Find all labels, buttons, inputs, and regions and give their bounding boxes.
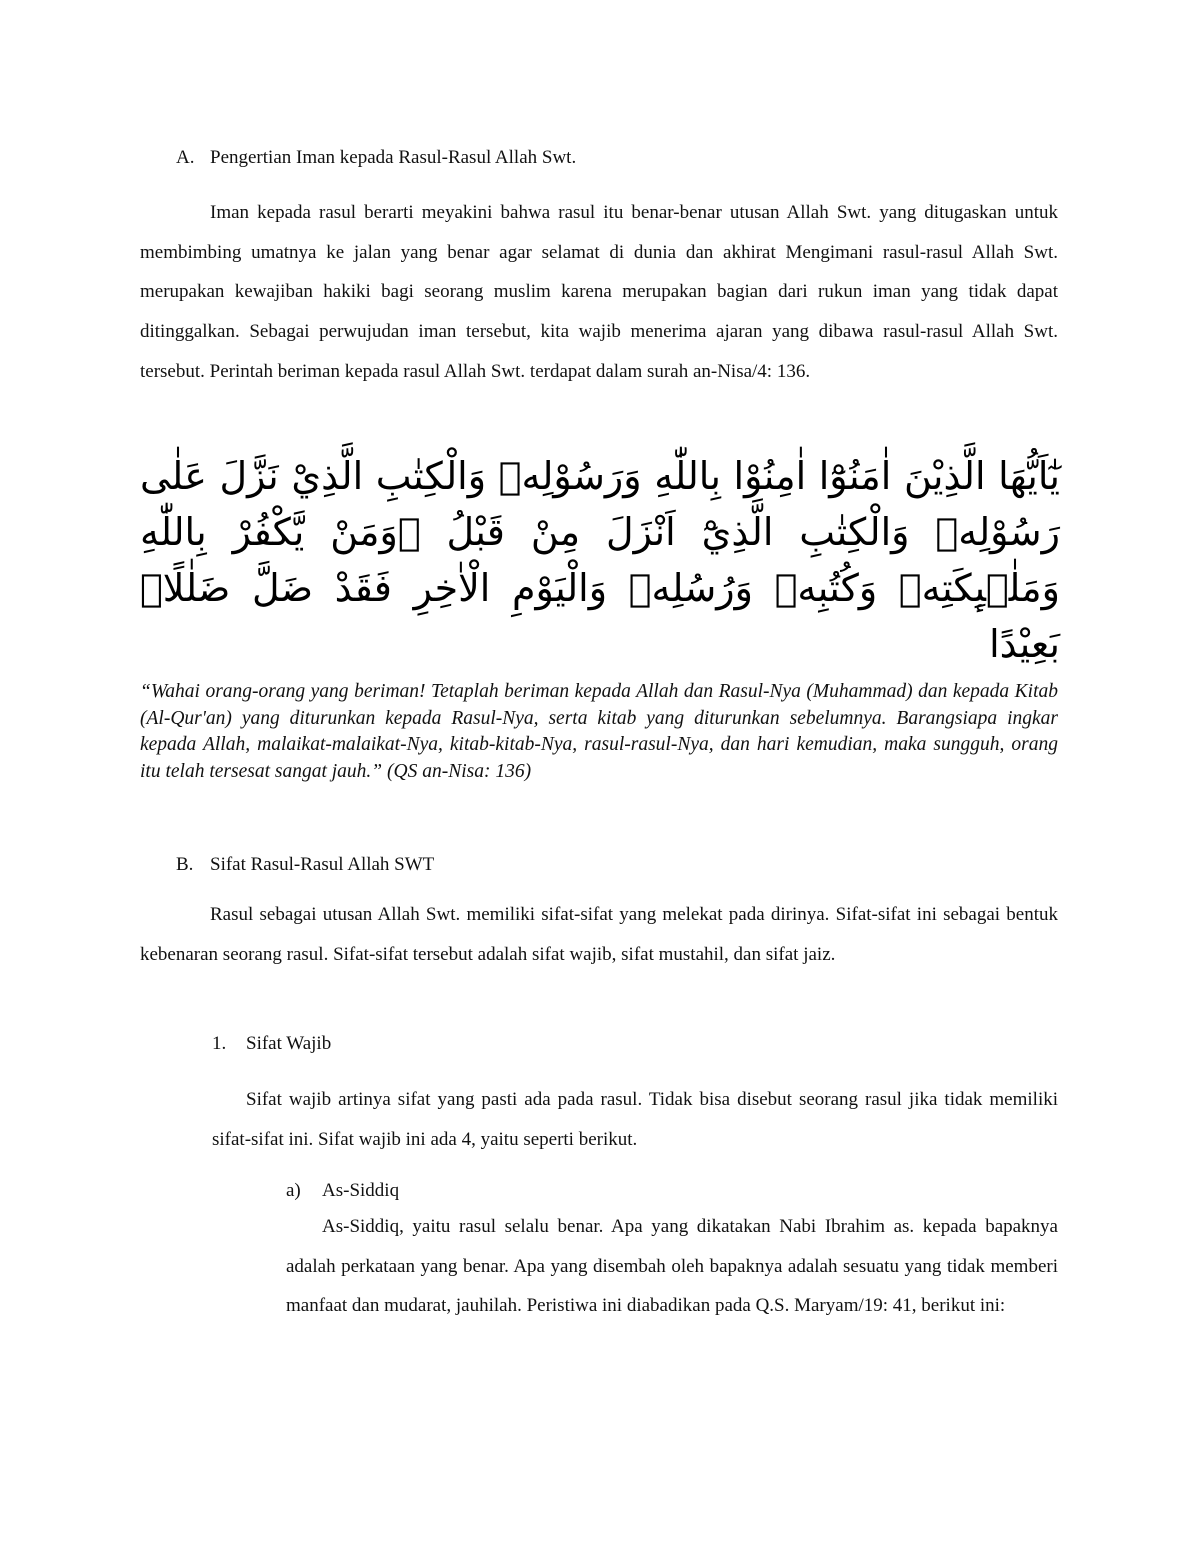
arabic-verse: يٰٓاَيُّهَا الَّذِيْنَ اٰمَنُوْٓا اٰمِنُوْا بِاللّٰهِ وَرَسُوْلِهٖ وَالْكِتٰبِ الَّذِيْ نَزَّلَ عَلٰى رَسُوْلِهٖ وَالْكِتٰبِ الَّذِيْٓ اَنْزَلَ مِنْ قَبْلُ ۗوَمَنْ يَّكْفُرْ بِاللّٰهِ وَمَلٰۤىِٕكَتِهٖ وَكُتُبِهٖ وَرُسُلِهٖ وَالْيَوْمِ الْاٰخِرِ فَقَدْ ضَلَّ ضَلٰلًاۢ بَعِيْدًا xyxy=(140,454,1060,666)
sifat-wajib-heading xyxy=(212,1033,331,1055)
section-a-title: Pengertian Iman kepada Rasul-Rasul Allah Swt. xyxy=(210,147,577,168)
sifat-wajib-title: Sifat Wajib xyxy=(246,1033,332,1054)
section-b-paragraph-text: Rasul sebagai utusan Allah Swt. memiliki sifat-sifat yang melekat pada dirinya. Sifat-sifat ini sebagai bentuk kebenaran seorang rasul. Sifat-sifat tersebut adalah sifat wajib, sifat mustahil, dan sifat jaiz. xyxy=(140,904,1058,965)
section-b-heading xyxy=(176,854,434,876)
section-a-paragraph-text: Iman kepada rasul berarti meyakini bahwa rasul itu benar-benar utusan Allah Swt. yang ditugaskan untuk membimbing umatnya ke jalan yang benar agar selamat di dunia dan akhirat Mengimani rasul-rasul Allah Swt. merupakan kewajiban hakiki bagi seorang muslim karena merupakan bagian dari rukun iman yang tidak dapat ditinggalkan. Sebagai perwujudan iman tersebut, kita wajib menerima ajaran yang dibawa rasul-rasul Allah Swt. tersebut. Perintah beriman kepada rasul Allah Swt. terdapat dalam surah an-Nisa/4: 136. xyxy=(140,202,1058,382)
as-siddiq-paragraph-text: As-Siddiq, yaitu rasul selalu benar. Apa yang dikatakan Nabi Ibrahim as. kepada bapaknya adalah perkataan yang benar. Apa yang disembah oleh bapaknya adalah sesuatu yang tidak memberi manfaat dan mudarat, jauhilah. Peristiwa ini diabadikan pada Q.S. Maryam/19: 41, berikut ini: xyxy=(286,1216,1058,1317)
section-a-paragraph xyxy=(140,193,1058,392)
sifat-wajib-marker: 1. xyxy=(212,1033,227,1054)
sifat-wajib-paragraph xyxy=(212,1080,1058,1159)
as-siddiq-heading xyxy=(286,1180,399,1202)
as-siddiq-marker: a) xyxy=(286,1180,301,1201)
section-b-title: Sifat Rasul-Rasul Allah SWT xyxy=(210,854,435,875)
as-siddiq-paragraph xyxy=(286,1207,1058,1326)
section-a-heading xyxy=(176,147,576,169)
verse-translation: “Wahai orang-orang yang beriman! Tetaplah beriman kepada Allah dan Rasul-Nya (Muhammad) dan kepada Kitab (Al-Qur'an) yang diturunkan kepada Rasul-Nya, serta kitab yang diturunkan sebelumnya. Barangsiapa ingkar kepada Allah, malaikat-malaikat-Nya, kitab-kitab-Nya, rasul-rasul-Nya, dan hari kemudian, maka sungguh, orang itu telah tersesat sangat jauh.” (QS an-Nisa: 136) xyxy=(140,681,1058,782)
as-siddiq-title: As-Siddiq xyxy=(322,1180,400,1201)
section-b-paragraph xyxy=(140,895,1058,974)
sifat-wajib-paragraph-text: Sifat wajib artinya sifat yang pasti ada pada rasul. Tidak bisa disebut seorang rasul jika tidak memiliki sifat-sifat ini. Sifat wajib ini ada 4, yaitu seperti berikut. xyxy=(212,1089,1058,1150)
section-b-marker: B. xyxy=(176,854,194,875)
section-a-marker: A. xyxy=(176,147,195,168)
